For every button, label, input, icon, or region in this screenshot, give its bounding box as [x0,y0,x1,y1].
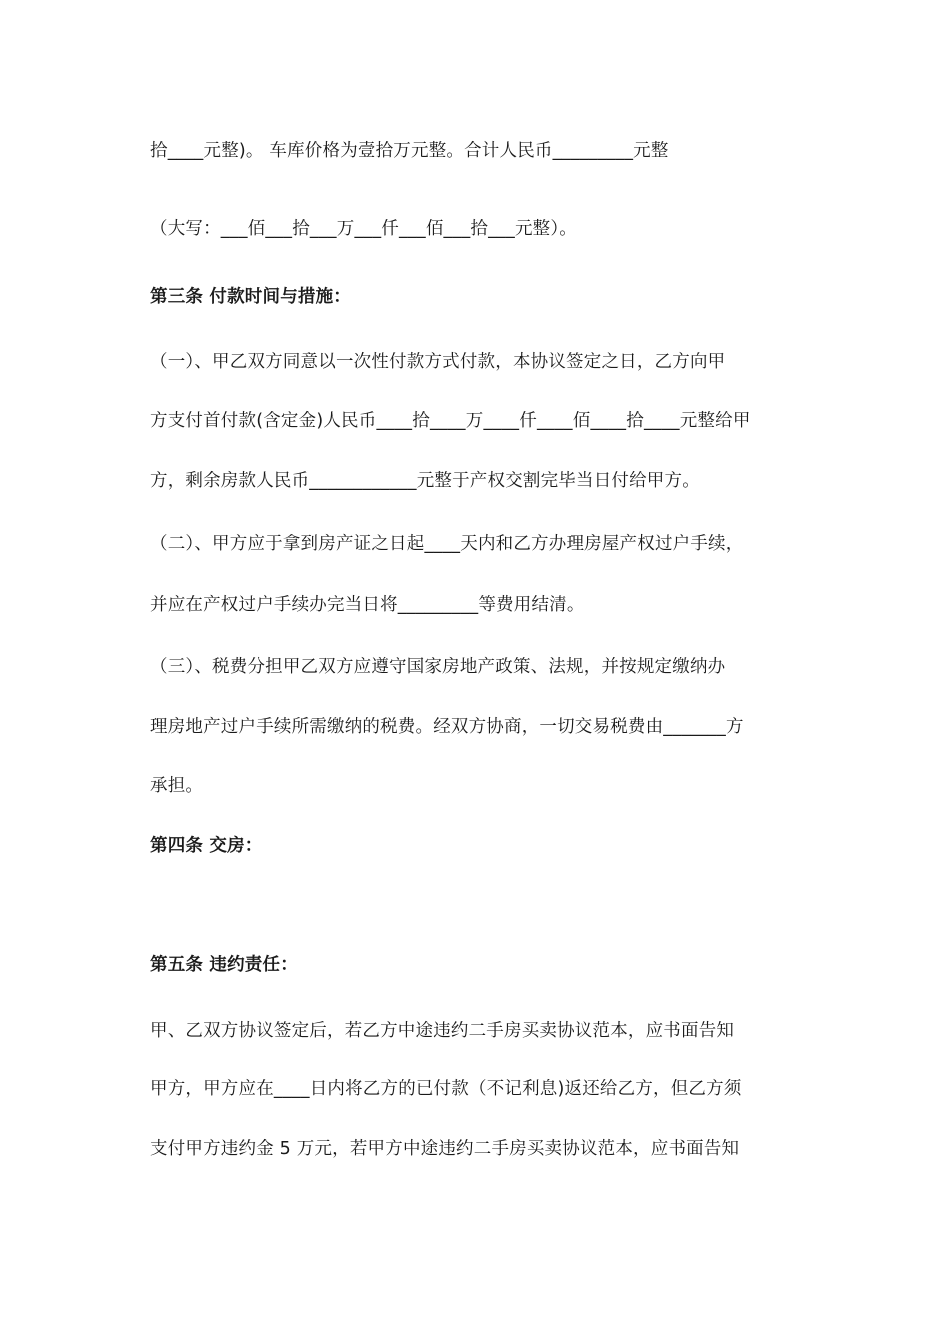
text-line-10: 理房地产过户手续所需缴纳的税费。经双方协商，一切交易税费由_______方 [150,717,744,737]
text-line-14: 甲、乙双方协议签定后，若乙方中途违约二手房买卖协议范本，应书面告知 [150,1021,735,1041]
text-line-1: 拾____元整)。 车库价格为壹拾万元整。合计人民币_________元整 [150,141,669,161]
article-4-heading: 第四条 交房： [150,836,263,856]
text-line-8: 并应在产权过户手续办完当日将_________等费用结清。 [150,595,585,615]
text-line-9: （三）、税费分担甲乙双方应遵守国家房地产政策、法规，并按规定缴纳办 [150,657,726,677]
text-line-16: 支付甲方违约金 5 万元，若甲方中途违约二手房买卖协议范本，应书面告知 [150,1139,740,1159]
text-line-6: 方，剩余房款人民币____________元整于产权交割完毕当日付给甲方。 [150,471,700,491]
text-line-5: 方支付首付款(含定金)人民币____拾____万____仟____佰____拾____元整给甲 [150,411,751,431]
text-line-7: （二）、甲方应于拿到房产证之日起____天内和乙方办理房屋产权过户手续， [150,534,744,554]
article-3-heading: 第三条 付款时间与措施： [150,287,351,307]
text-line-11: 承担。 [150,776,204,796]
text-line-4: （一）、甲乙双方同意以一次性付款方式付款，本协议签定之日，乙方向甲 [150,352,726,372]
text-line-2: （大写：___佰___拾___万___仟___佰___拾___元整）。 [150,219,577,239]
text-line-15: 甲方，甲方应在____日内将乙方的已付款（不记利息)返还给乙方，但乙方须 [150,1079,742,1099]
article-5-heading: 第五条 违约责任： [150,955,298,975]
